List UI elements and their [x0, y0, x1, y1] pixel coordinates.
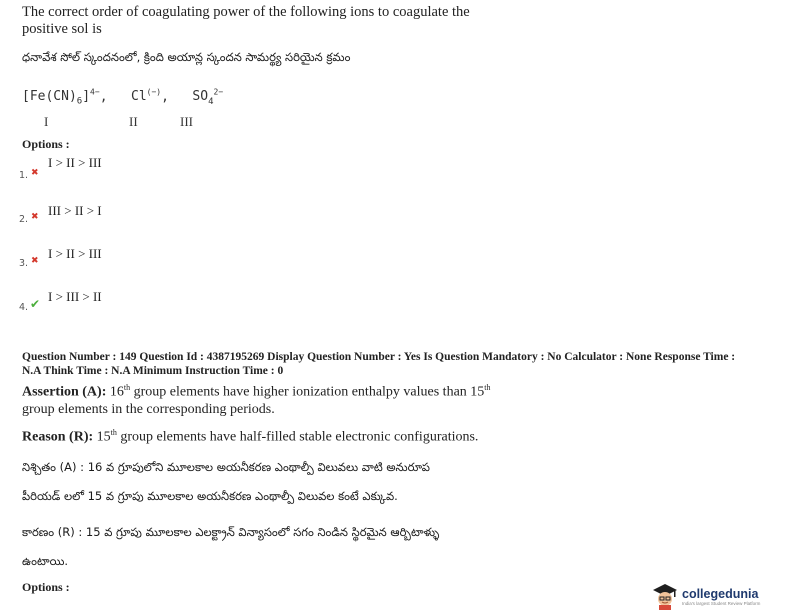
assertion-telugu-2: పీరియడ్ లలో 15 వ గ్రూపు మూలకాల అయనీకరణ ఎంథాల్పీ విలువల కంటే ఎక్కువ.	[22, 489, 398, 503]
brand-name: collegedunia	[682, 586, 759, 601]
option-4-text: I > III > II	[48, 289, 102, 304]
assertion-telugu-1: నిశ్చితం (A) : 16 వ గ్రూపులోని మూలకాల అయనీకరణ ఎంథాల్పీ విలువలు వాటి అనురూప	[22, 460, 430, 474]
option-4-number: 4.	[19, 302, 29, 313]
reason-telugu-2: ఉంటాయి.	[22, 554, 69, 568]
option-2-text: III > II > I	[48, 203, 102, 218]
question-telugu: ధనావేశ సోల్ స్కందనంలో, క్రింది అయాన్ల స్కందన సామర్థ్య సరియైన క్రమం	[22, 50, 351, 64]
question-line-2: positive sol is	[22, 21, 102, 37]
option-3-text: I > II > III	[48, 246, 102, 261]
assertion-line-2: group elements in the corresponding periods.	[22, 402, 275, 417]
question-metadata	[22, 350, 782, 378]
options-heading: Options :	[22, 137, 70, 151]
ion-ferrocyanide: $[Fe(CN)_6]^{4-}$	[22, 88, 100, 107]
ion-sulfate: $SO_4^{2-}$	[192, 88, 224, 107]
roman-label-2: II	[129, 114, 138, 129]
ion-formulae: $[Fe(CN)_6]^{4-}$, Cl(−), $SO_4^{2-}$	[22, 88, 224, 107]
option-1-text: I > II > III	[48, 155, 102, 170]
collegedunia-logo	[650, 582, 760, 610]
wrong-cross-icon: ✖	[31, 256, 39, 266]
metadata-line-1: Question Number : 149 Question Id : 4387195269 Display Question Number : Yes Is Question Mandatory : No Calculator : None Response Time :	[22, 351, 736, 363]
metadata-line-2: N.A Think Time : N.A Minimum Instruction Time : 0	[22, 365, 284, 377]
correct-check-icon: ✔	[30, 297, 41, 311]
option-1-number: 1.	[19, 170, 29, 181]
reason-line: Reason (R): 15th group elements have half-filled stable electronic configurations.	[22, 428, 479, 445]
option-2-number: 2.	[19, 214, 29, 225]
roman-label-1: I	[44, 114, 49, 129]
ion-chloride: Cl(−)	[131, 88, 162, 105]
wrong-cross-icon: ✖	[31, 168, 39, 178]
brand-tagline: India's largest Student Review Platform	[682, 600, 761, 606]
roman-label-3: III	[180, 114, 193, 129]
options-heading-2: Options :	[22, 580, 70, 594]
reason-label: Reason (R):	[22, 429, 94, 445]
assertion-label: Assertion (A):	[22, 384, 107, 400]
wrong-cross-icon: ✖	[31, 212, 39, 222]
question-text	[22, 4, 582, 38]
assertion-line-1: Assertion (A): 16th group elements have higher ionization enthalpy values than 15th	[22, 383, 491, 400]
graduate-mascot-icon	[650, 582, 680, 610]
question-line-1: The correct order of coagulating power of the following ions to coagulate the	[22, 4, 470, 20]
reason-telugu-1: కారణం (R) : 15 వ గ్రూపు మూలకాల ఎలక్ట్రాన్ విన్యాసంలో సగం నిండిన స్థిరమైన ఆర్బిటాళ్ళు	[22, 525, 440, 539]
option-3-number: 3.	[19, 258, 29, 269]
